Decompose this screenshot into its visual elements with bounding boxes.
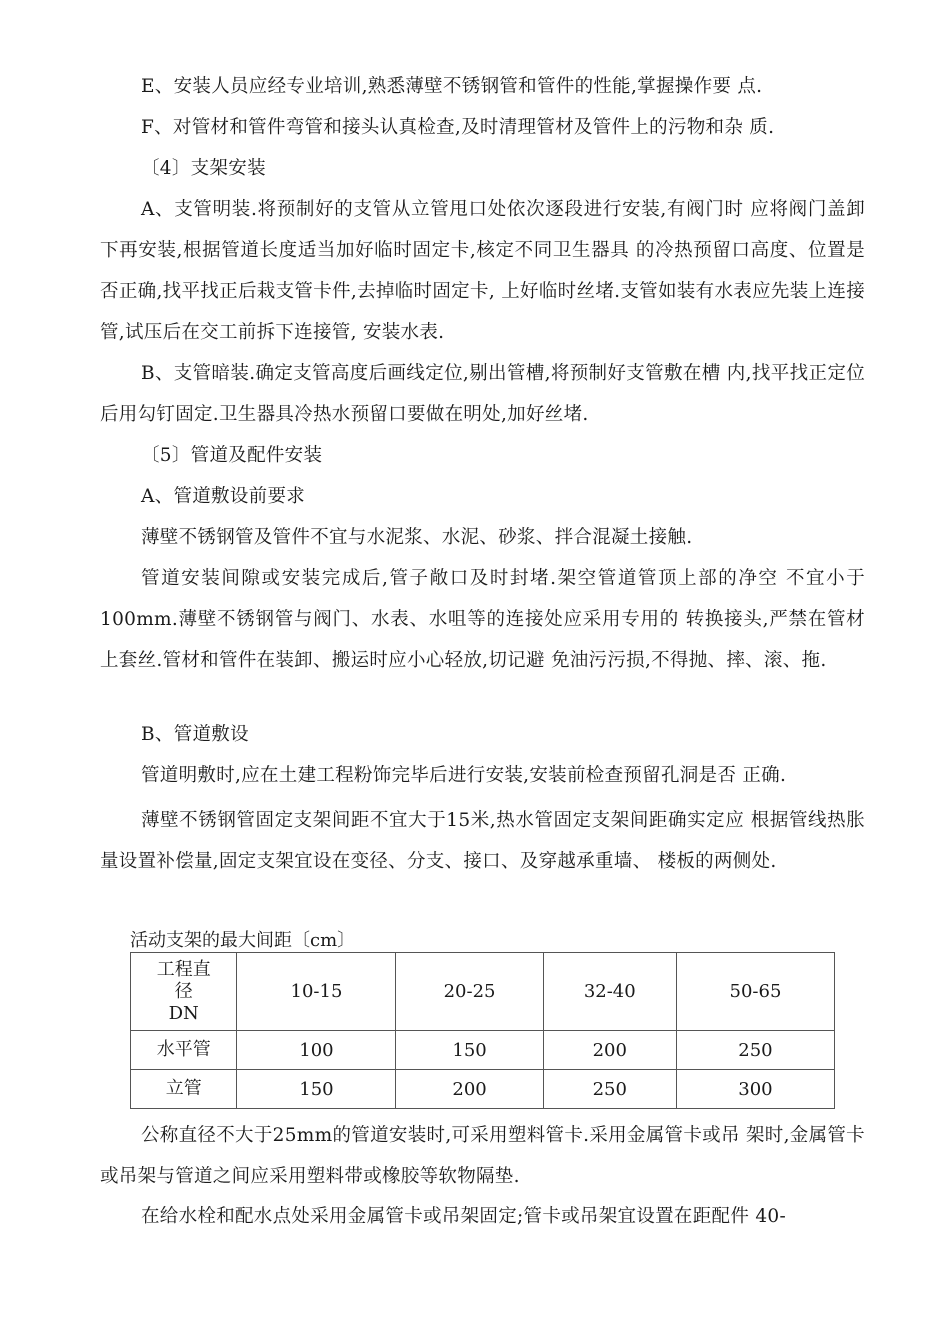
row-label-cell: 水平管 xyxy=(131,1031,237,1070)
table-cell: 150 xyxy=(396,1031,543,1070)
paragraph-e: E、安装人员应经专业培训,熟悉薄壁不锈钢管和管件的性能,掌握操作要 点. xyxy=(141,76,763,97)
table-cell: 250 xyxy=(676,1031,834,1070)
header-cell: 50-65 xyxy=(676,953,834,1031)
heading-laying-requirements: A、管道敷设前要求 xyxy=(141,486,306,507)
header-label-line: 工程直 xyxy=(156,958,211,980)
row-label-cell: 立管 xyxy=(131,1070,237,1109)
heading-pipe-laying: B、管道敷设 xyxy=(141,724,249,745)
table-row xyxy=(131,1031,835,1070)
table-row xyxy=(131,1070,835,1109)
table-header-row xyxy=(131,953,835,1031)
header-cell: 32-40 xyxy=(543,953,676,1031)
table-cell: 200 xyxy=(543,1031,676,1070)
paragraph-pipe-sealing: 管道安装间隙或安装完成后,管子敞口及时封堵.架空管道管顶上部的净空 不宜小于100mm.薄壁不锈钢管与阀门、水表、水咀等的连接处应采用专用的 转换接头,严禁在管材上套丝.管材和管件在装卸、搬运时应小心轻放,切记避 免油污污损,不得抛、摔、滚、拖. xyxy=(100,568,865,671)
bracket-spacing-table xyxy=(130,952,835,1109)
paragraph-f: F、对管材和管件弯管和接头认真检查,及时清理管材及管件上的污物和杂 质. xyxy=(141,117,775,138)
header-label-line: 径 xyxy=(174,980,193,1002)
table-cell: 250 xyxy=(543,1070,676,1109)
paragraph-metal-clamp-fixing: 在给水栓和配水点处采用金属管卡或吊架固定;管卡或吊架宜设置在距配件 40- xyxy=(141,1206,787,1227)
header-label-cell xyxy=(131,953,237,1031)
table-cell: 150 xyxy=(237,1070,396,1109)
table-cell: 100 xyxy=(237,1031,396,1070)
header-cell: 20-25 xyxy=(396,953,543,1031)
paragraph-branch-exposed: A、支管明装.将预制好的支管从立管甩口处依次逐段进行安装,有阀门时 应将阀门盖卸下再安装,根据管道长度适当加好临时固定卡,核定不同卫生器具 的冷热预留口高度、位置是否正确,找平找正后栽支管卡件,去掉临时固定卡, 上好临时丝堵.支管如装有水表应先装上连接管,试压后在交工前拆下连接管, 安装水表. xyxy=(100,199,865,343)
paragraph-branch-concealed: B、支管暗装.确定支管高度后画线定位,剔出管槽,将预制好支管敷在槽 内,找平找正定位后用勾钉固定.卫生器具冷热水预留口要做在明处,加好丝堵. xyxy=(100,363,865,425)
paragraph-no-cement-contact: 薄壁不锈钢管及管件不宜与水泥浆、水泥、砂浆、拌合混凝土接触. xyxy=(141,527,693,548)
paragraph-fixed-bracket-spacing: 薄壁不锈钢管固定支架间距不宜大于15米,热水管固定支架间距确实定应 根据管线热胀量设置补偿量,固定支架宜设在变径、分支、接口、及穿越承重墙、 楼板的两侧处. xyxy=(100,810,865,872)
header-cell: 10-15 xyxy=(237,953,396,1031)
heading-pipe-fittings: 〔5〕管道及配件安装 xyxy=(141,445,323,466)
table-cell: 200 xyxy=(396,1070,543,1109)
paragraph-exposed-laying: 管道明敷时,应在土建工程粉饰完毕后进行安装,安装前检查预留孔洞是否 正确. xyxy=(141,765,787,786)
header-label-line: DN xyxy=(168,1002,199,1024)
table-cell: 300 xyxy=(676,1070,834,1109)
heading-bracket-installation: 〔4〕支架安装 xyxy=(141,158,266,179)
paragraph-plastic-clamp: 公称直径不大于25mm的管道安装时,可采用塑料管卡.采用金属管卡或吊 架时,金属管卡或吊架与管道之间应采用塑料带或橡胶等软物隔垫. xyxy=(100,1125,865,1187)
table-caption: 活动支架的最大间距〔cm〕 xyxy=(130,930,356,951)
